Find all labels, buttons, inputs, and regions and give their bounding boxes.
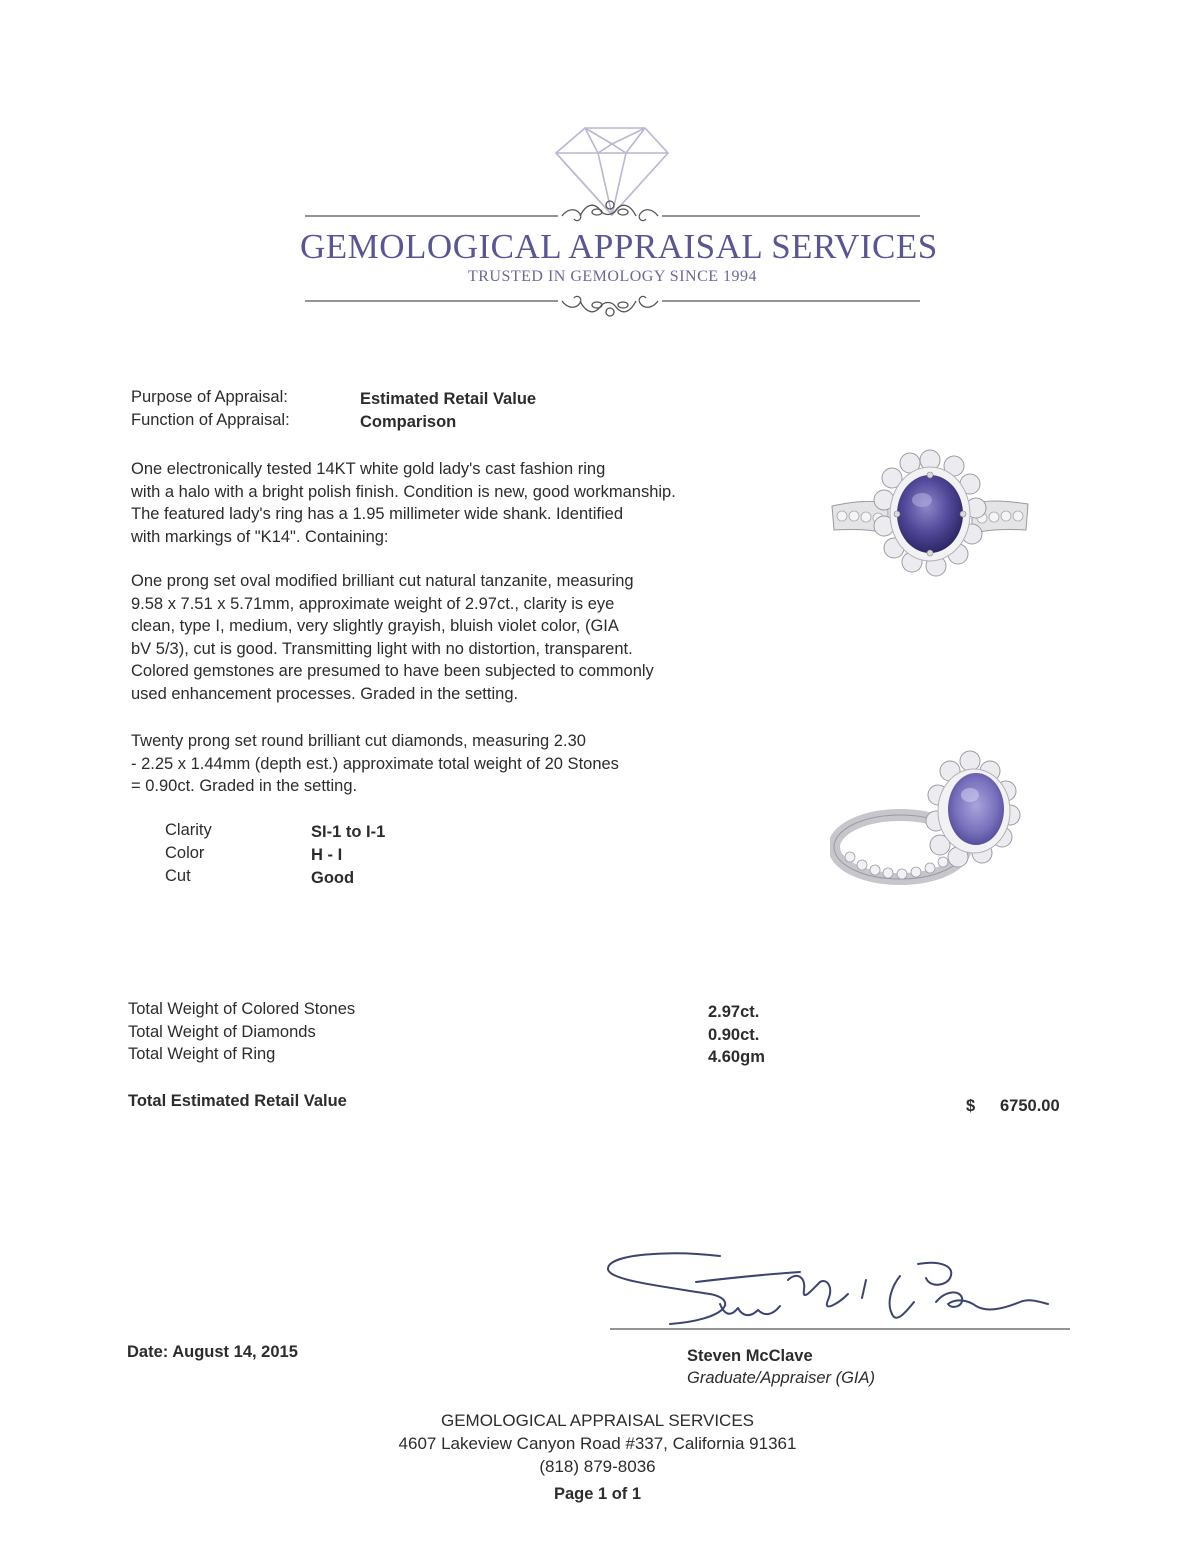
total-ring-weight-label: Total Weight of Ring	[128, 1045, 276, 1063]
cut-value: Good	[311, 869, 355, 887]
footer-phone: (818) 879-8036	[539, 1457, 656, 1476]
text-line: One electronically tested 14KT white gold lady's cast fashion ring	[131, 460, 606, 478]
total-retail-value: 6750.00	[1000, 1097, 1060, 1115]
text-line: Colored gemstones are presumed to have been subjected to commonly	[131, 662, 654, 680]
text-line: bV 5/3), cut is good. Transmitting light with no distortion, transparent.	[131, 639, 633, 658]
color-label: Color	[165, 844, 205, 862]
text-line: used enhancement processes. Graded in the setting.	[131, 684, 519, 703]
clarity-value: SI-1 to I-1	[311, 823, 386, 841]
purpose-label: Purpose of Appraisal:	[131, 388, 288, 406]
text-line: Twenty prong set round brilliant cut diamonds, measuring 2.30	[131, 732, 586, 750]
ring-description	[131, 458, 676, 548]
text-line: 9.58 x 7.51 x 5.71mm, approximate weight of 2.97ct., clarity is eye	[131, 594, 615, 613]
currency-symbol: $	[966, 1097, 976, 1115]
appraiser-name: Steven McClave	[687, 1347, 813, 1365]
lower-ornament-rule	[305, 296, 920, 316]
color-value: H - I	[311, 846, 343, 864]
text-line: One prong set oval modified brilliant cut natural tanzanite, measuring	[131, 572, 634, 590]
total-colored-stones-label: Total Weight of Colored Stones	[128, 1000, 356, 1018]
text-line: with markings of "K14". Containing:	[131, 527, 389, 546]
page-number: Page 1 of 1	[553, 1485, 642, 1503]
total-ring-weight-value: 4.60gm	[708, 1048, 765, 1066]
diamond-description	[131, 730, 619, 798]
total-colored-stones-value: 2.97ct.	[708, 1003, 760, 1021]
total-diamonds-label: Total Weight of Diamonds	[128, 1023, 316, 1041]
text-line: - 2.25 x 1.44mm (depth est.) approximate total weight of 20 Stones	[131, 754, 619, 773]
text-line: The featured lady's ring has a 1.95 millimeter wide shank. Identified	[131, 505, 623, 523]
company-name: GEMOLOGICAL APPRAISAL SERVICES	[300, 227, 938, 266]
ring-top-view-photo	[830, 448, 1030, 593]
company-tagline: TRUSTED IN GEMOLOGY SINCE 1994	[467, 268, 758, 285]
appraiser-title: Graduate/Appraiser (GIA)	[687, 1369, 875, 1387]
total-retail-value-label: Total Estimated Retail Value	[128, 1092, 347, 1110]
function-label: Function of Appraisal:	[131, 411, 290, 429]
cut-label: Cut	[165, 867, 191, 885]
appraisal-date: Date: August 14, 2015	[127, 1343, 298, 1361]
handwritten-signature	[600, 1242, 1070, 1337]
total-diamonds-value: 0.90ct.	[708, 1026, 760, 1044]
text-line: clean, type I, medium, very slightly grayish, bluish violet color, (GIA	[131, 617, 619, 635]
ring-side-view-photo	[830, 735, 1030, 900]
tanzanite-description	[131, 570, 654, 705]
clarity-label: Clarity	[165, 821, 212, 839]
function-value: Comparison	[360, 413, 457, 431]
purpose-value: Estimated Retail Value	[360, 390, 537, 408]
footer-address: 4607 Lakeview Canyon Road #337, California 91361	[398, 1434, 797, 1453]
footer-company: GEMOLOGICAL APPRAISAL SERVICES	[440, 1411, 755, 1430]
text-line: with a halo with a bright polish finish. Condition is new, good workmanship.	[131, 482, 676, 501]
text-line: = 0.90ct. Graded in the setting.	[131, 777, 358, 795]
